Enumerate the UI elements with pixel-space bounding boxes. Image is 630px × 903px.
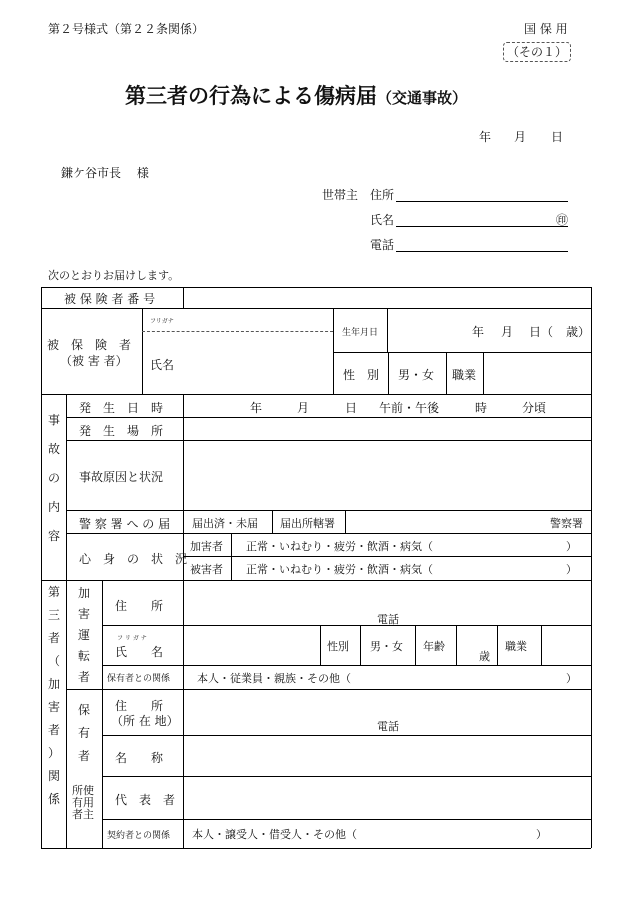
applicant-phone-label: 電話 <box>370 238 395 252</box>
applicant-address-line[interactable] <box>396 201 568 202</box>
insured-occupation-field[interactable] <box>484 353 590 393</box>
insured-number-field[interactable] <box>184 288 590 307</box>
driver-age-unit: 歳 <box>479 650 490 663</box>
driver-section-label: 加 害 運 転 者 <box>77 586 90 684</box>
owner-address-sub-label: （所 在 地） <box>111 714 179 728</box>
accident-year-label: 年 <box>250 401 263 415</box>
police-report-label: 警 察 署 へ の 届 <box>79 517 171 531</box>
birth-year-label: 年 <box>472 325 485 339</box>
driver-name-label: 氏 名 <box>115 645 164 659</box>
perpetrator-condition-options[interactable]: 正常・いねむり・疲労・飲酒・病気（ <box>246 540 433 553</box>
perpetrator-paren-close: ） <box>566 540 577 553</box>
contract-relation-options[interactable]: 本人・譲受人・借受人・その他（ <box>192 828 357 841</box>
birth-age-label: 歳） <box>566 325 591 339</box>
accident-minute-label: 分頃 <box>522 401 547 415</box>
accident-section-label: 事 故 の 内 容 <box>47 413 60 543</box>
form-part-label: （その１） <box>503 42 571 62</box>
accident-ampm-options[interactable]: 午前・午後 <box>379 401 440 415</box>
applicant-phone-line[interactable] <box>396 251 568 252</box>
owner-relation-label: 保有者との関係 <box>107 674 171 684</box>
seal-icon: ㊞ <box>556 213 569 227</box>
applicant-address-label: 住所 <box>370 188 395 202</box>
insured-sex-label: 性 別 <box>343 368 380 382</box>
addressee: 鎌ケ谷市長 様 <box>61 166 149 180</box>
head-of-household-label: 世帯主 <box>322 188 359 202</box>
owner-section-label: 保 有 者 <box>77 703 90 763</box>
victim-condition-label: 被害者 <box>190 563 223 576</box>
accident-day-label: 日 <box>345 401 358 415</box>
date-month-label: 月 <box>514 130 527 144</box>
insured-number-label: 被 保 険 者 番 号 <box>64 292 156 306</box>
police-jurisdiction-label: 届出所轄署 <box>280 517 335 530</box>
police-station-suffix: 警察署 <box>550 517 583 530</box>
user-section-label: 所使 有用 者主 <box>72 784 94 821</box>
contract-relation-paren-close: ） <box>536 828 547 841</box>
driver-phone-label: 電話 <box>377 613 399 626</box>
driver-name-field[interactable] <box>184 626 319 664</box>
driver-age-label: 年齢 <box>423 640 445 653</box>
accident-cause-field[interactable] <box>184 441 590 509</box>
insured-birth-label: 生年月日 <box>342 328 379 338</box>
accident-cause-label: 事故原因と状況 <box>79 470 164 484</box>
representative-field[interactable] <box>184 777 590 818</box>
mental-condition-label: 心 身 の 状 況 <box>79 552 188 566</box>
insured-occupation-label: 職業 <box>452 368 477 382</box>
insured-name-label: 氏名 <box>150 358 175 372</box>
date-day-label: 日 <box>551 130 564 144</box>
accident-hour-label: 時 <box>475 401 488 415</box>
driver-occupation-label: 職業 <box>505 640 527 653</box>
driver-sex-label: 性別 <box>327 640 349 653</box>
driver-occupation-field[interactable] <box>542 626 590 664</box>
accident-place-field[interactable] <box>184 418 590 439</box>
insured-furigana-label: フリガナ <box>150 318 174 325</box>
applicant-name-label: 氏名 <box>370 213 395 227</box>
accident-datetime-label: 発 生 日 時 <box>79 401 164 415</box>
applicant-name-line[interactable] <box>396 226 568 227</box>
driver-sex-options[interactable]: 男・女 <box>370 640 403 653</box>
owner-address-label: 住 所 <box>115 699 164 713</box>
contract-relation-label: 契約者との関係 <box>107 831 171 841</box>
accident-month-label: 月 <box>297 401 310 415</box>
insured-name-field[interactable] <box>184 332 332 393</box>
owner-name-label: 名 称 <box>115 751 164 765</box>
victim-condition-options[interactable]: 正常・いねむり・疲労・飲酒・病気（ <box>246 563 433 576</box>
date-year-label: 年 <box>479 130 492 144</box>
insured-sex-options[interactable]: 男・女 <box>398 368 435 382</box>
form-category: 国 保 用 <box>524 22 568 36</box>
representative-label: 代 表 者 <box>115 793 176 807</box>
owner-relation-options[interactable]: 本人・従業員・親族・その他（ <box>197 672 351 685</box>
birth-month-label: 月 <box>501 325 514 339</box>
insured-victim-label: （被 害 者） <box>60 354 128 368</box>
owner-name-field[interactable] <box>184 736 590 775</box>
page-title: 第三者の行為による傷病届（交通事故） <box>125 83 468 108</box>
owner-phone-label: 電話 <box>377 720 399 733</box>
birth-day-label: 日（ <box>529 325 554 339</box>
third-party-section-label: 第 三 者 （ 加 害 者 ） 関 係 <box>47 585 60 806</box>
perpetrator-condition-label: 加害者 <box>190 540 223 553</box>
police-status-options[interactable]: 届出済・未届 <box>192 517 258 530</box>
driver-furigana-label: フ リ ガ ナ <box>117 635 147 642</box>
driver-address-label: 住 所 <box>115 599 164 613</box>
police-station-field[interactable] <box>346 511 546 532</box>
form-number: 第２号様式（第２２条関係） <box>48 22 205 36</box>
victim-paren-close: ） <box>566 563 577 576</box>
accident-place-label: 発 生 場 所 <box>79 424 164 438</box>
intro-text: 次のとおりお届けします。 <box>48 269 180 282</box>
insured-section-label: 被 保 険 者 <box>47 338 132 352</box>
owner-relation-paren-close: ） <box>566 672 577 685</box>
insured-furigana-field[interactable] <box>184 309 332 330</box>
